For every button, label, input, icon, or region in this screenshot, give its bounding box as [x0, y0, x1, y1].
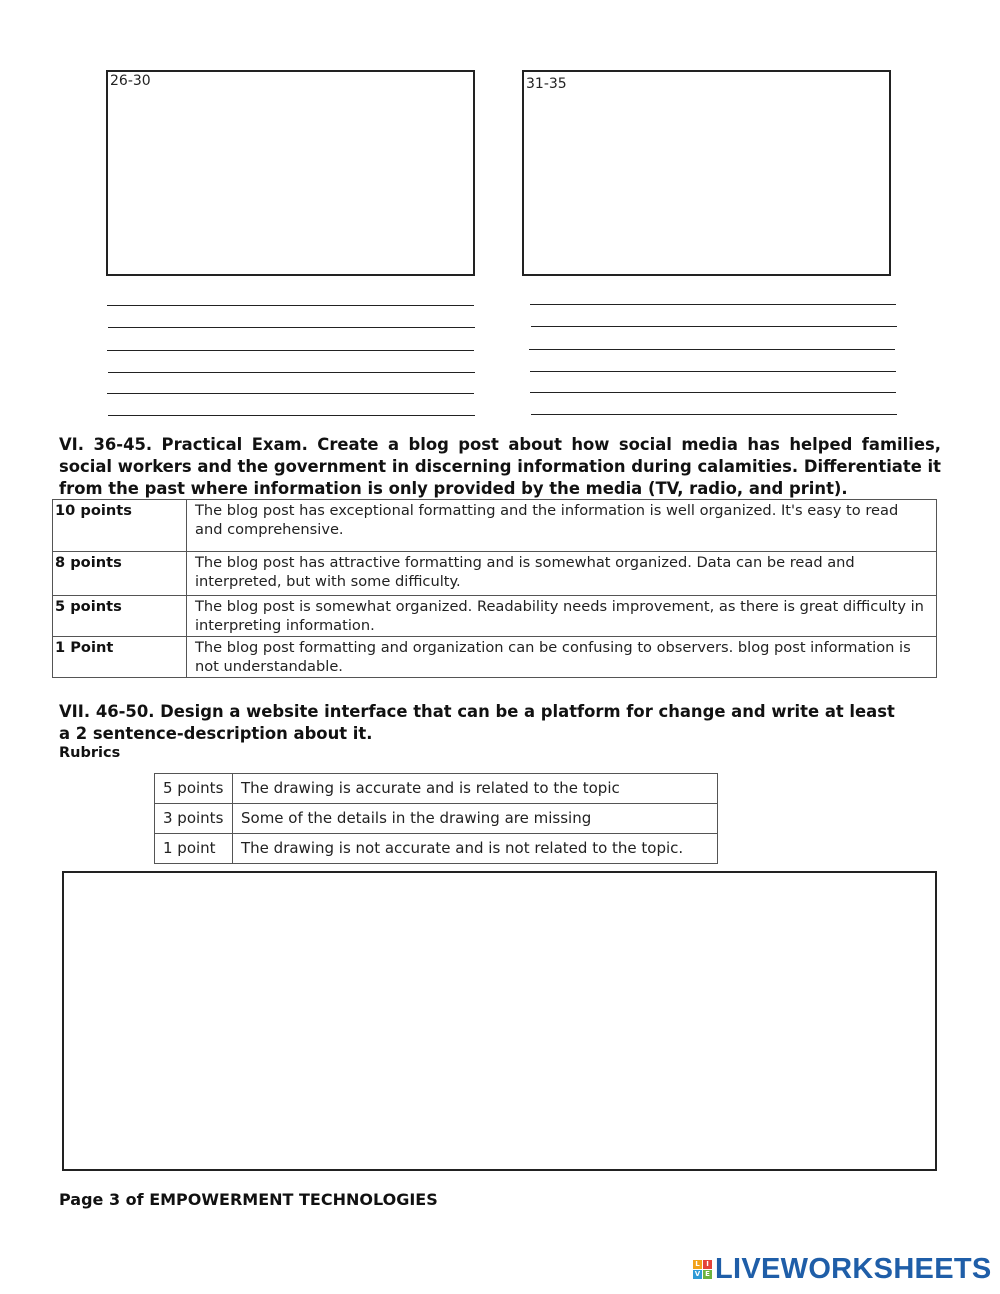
section-vi-heading: VI. 36-45. Practical Exam. Create a blog post about how social media has helped families, social workers and the government in discerning information during calamities. Differentiate it from the past where information is only provided by the media (TV, radio, and print). [59, 435, 941, 498]
logo-cube: E [703, 1270, 712, 1279]
answer-line[interactable] [531, 414, 897, 415]
blog-post-rubric-table [52, 499, 937, 678]
rubric-description: The blog post has attractive formatting and is somewhat organized. Data can be read and interpreted, but with some difficulty. [187, 552, 937, 596]
logo-cube: V [694, 1270, 701, 1278]
rubric-points: 3 points [155, 804, 233, 834]
logo-cube: L [693, 1260, 702, 1269]
answer-line[interactable] [530, 392, 896, 393]
answer-line[interactable] [108, 327, 475, 328]
rubric-description: The drawing is not accurate and is not related to the topic. [233, 834, 718, 864]
drawing-rubric-table [154, 773, 718, 864]
table-row [155, 774, 718, 804]
rubric-points: 1 Point [53, 637, 187, 678]
table-row [155, 834, 718, 864]
box-label-31-35: 31-35 [526, 76, 567, 92]
answer-line[interactable] [108, 415, 475, 416]
rubric-points: 5 points [53, 596, 187, 637]
rubric-description: The blog post has exceptional formatting and the information is well organized. It's easy to read and comprehensive. [187, 500, 937, 552]
table-row [53, 637, 937, 678]
table-row [53, 500, 937, 552]
rubric-points: 1 point [155, 834, 233, 864]
logo-cube: I [703, 1260, 712, 1269]
answer-line[interactable] [107, 305, 474, 306]
table-row [53, 552, 937, 596]
answer-line[interactable] [107, 350, 474, 351]
rubric-points: 5 points [155, 774, 233, 804]
box-label-26-30: 26-30 [110, 73, 151, 89]
drawing-box-26-30[interactable] [106, 70, 475, 276]
section-vii-heading: VII. 46-50. Design a website interface that can be a platform for change and write at least a 2 sentence-description about it. [59, 702, 895, 743]
page-footer: Page 3 of EMPOWERMENT TECHNOLOGIES [59, 1190, 438, 1209]
website-design-box[interactable] [62, 871, 937, 1171]
rubric-points: 8 points [53, 552, 187, 596]
rubric-description: The blog post is somewhat organized. Readability needs improvement, as there is great difficulty in interpreting information. [187, 596, 937, 637]
table-row [155, 804, 718, 834]
answer-line[interactable] [531, 326, 897, 327]
answer-line[interactable] [530, 304, 896, 305]
logo-text: LIVEWORKSHEETS [715, 1252, 992, 1285]
answer-line[interactable] [108, 372, 475, 373]
table-row [53, 596, 937, 637]
rubric-points: 10 points [53, 500, 187, 552]
drawing-box-31-35[interactable] [522, 70, 891, 276]
logo-cubes-icon [693, 1260, 712, 1279]
answer-line[interactable] [530, 371, 896, 372]
rubric-description: The drawing is accurate and is related to the topic [233, 774, 718, 804]
rubrics-label: Rubrics [59, 745, 121, 761]
liveworksheets-logo [693, 1252, 992, 1286]
rubric-description: The blog post formatting and organization can be confusing to observers. blog post information is not understandable. [187, 637, 937, 678]
rubric-description: Some of the details in the drawing are missing [233, 804, 718, 834]
answer-line[interactable] [107, 393, 474, 394]
answer-line[interactable] [529, 349, 895, 350]
